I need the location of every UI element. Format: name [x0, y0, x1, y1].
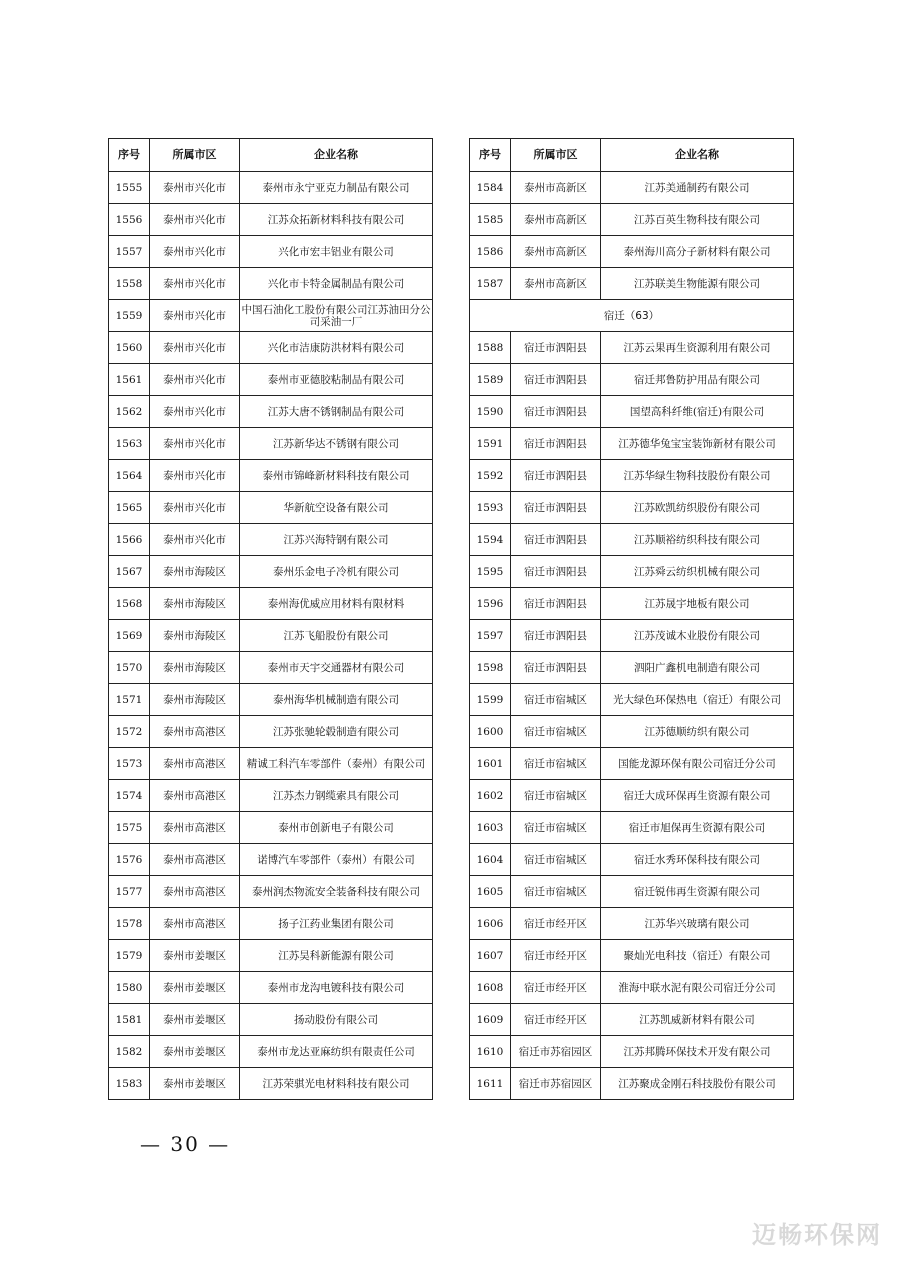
table-row	[470, 844, 794, 876]
cell-district: 泰州市兴化市	[150, 236, 240, 268]
table-row	[109, 1036, 433, 1068]
cell-company: 泰州市永宁亚克力制品有限公司	[240, 172, 433, 204]
table-row	[470, 684, 794, 716]
cell-seq: 1556	[109, 204, 150, 236]
cell-seq: 1575	[109, 812, 150, 844]
cell-seq: 1583	[109, 1068, 150, 1100]
cell-seq: 1604	[470, 844, 511, 876]
cell-seq: 1585	[470, 204, 511, 236]
cell-district: 泰州市高港区	[150, 780, 240, 812]
table-row	[109, 716, 433, 748]
cell-seq: 1587	[470, 268, 511, 300]
cell-district: 泰州市海陵区	[150, 684, 240, 716]
cell-company: 泰州海优威应用材料有限材料	[240, 588, 433, 620]
left-table-body	[109, 172, 433, 1100]
right-company-table	[469, 138, 794, 1100]
cell-district: 泰州市高港区	[150, 716, 240, 748]
cell-district: 泰州市兴化市	[150, 428, 240, 460]
table-row	[470, 524, 794, 556]
table-row	[109, 268, 433, 300]
cell-seq: 1584	[470, 172, 511, 204]
cell-district: 泰州市姜堰区	[150, 1004, 240, 1036]
cell-district: 宿迁市宿城区	[511, 748, 601, 780]
cell-seq: 1560	[109, 332, 150, 364]
table-row	[470, 236, 794, 268]
table-row	[470, 492, 794, 524]
cell-seq: 1589	[470, 364, 511, 396]
cell-seq: 1563	[109, 428, 150, 460]
cell-company: 聚灿光电科技（宿迁）有限公司	[601, 940, 794, 972]
table-row	[470, 940, 794, 972]
cell-seq: 1601	[470, 748, 511, 780]
cell-company: 泰州海川高分子新材料有限公司	[601, 236, 794, 268]
table-row	[470, 1068, 794, 1100]
table-row	[109, 492, 433, 524]
cell-company: 泰州市锦峰新材料科技有限公司	[240, 460, 433, 492]
cell-company: 江苏晟宇地板有限公司	[601, 588, 794, 620]
cell-district: 泰州市兴化市	[150, 172, 240, 204]
cell-company: 精诚工科汽车零部件（泰州）有限公司	[240, 748, 433, 780]
cell-seq: 1559	[109, 300, 150, 332]
table-row	[109, 620, 433, 652]
cell-company: 兴化市卡特金属制品有限公司	[240, 268, 433, 300]
cell-company: 江苏张驰轮毂制造有限公司	[240, 716, 433, 748]
table-row	[109, 524, 433, 556]
cell-district: 宿迁市泗阳县	[511, 524, 601, 556]
cell-company: 国能龙源环保有限公司宿迁分公司	[601, 748, 794, 780]
cell-company: 江苏大唐不锈钢制品有限公司	[240, 396, 433, 428]
cell-district: 泰州市高港区	[150, 876, 240, 908]
cell-company: 江苏凯威新材料有限公司	[601, 1004, 794, 1036]
cell-district: 宿迁市泗阳县	[511, 332, 601, 364]
table-row	[109, 1004, 433, 1036]
cell-seq: 1603	[470, 812, 511, 844]
cell-district: 宿迁市经开区	[511, 972, 601, 1004]
cell-company: 江苏茂诚木业股份有限公司	[601, 620, 794, 652]
cell-seq: 1593	[470, 492, 511, 524]
cell-district: 宿迁市宿城区	[511, 812, 601, 844]
table-row	[470, 428, 794, 460]
cell-district: 泰州市高新区	[511, 268, 601, 300]
cell-company: 国望高科纤维(宿迁)有限公司	[601, 396, 794, 428]
cell-seq: 1568	[109, 588, 150, 620]
cell-company: 扬子江药业集团有限公司	[240, 908, 433, 940]
table-row	[470, 588, 794, 620]
cell-seq: 1591	[470, 428, 511, 460]
cell-district: 泰州市兴化市	[150, 460, 240, 492]
cell-seq: 1579	[109, 940, 150, 972]
table-row	[470, 1004, 794, 1036]
table-row	[109, 396, 433, 428]
cell-company: 江苏华绿生物科技股份有限公司	[601, 460, 794, 492]
cell-company: 兴化市宏丰铝业有限公司	[240, 236, 433, 268]
table-row	[470, 908, 794, 940]
table-row	[470, 1036, 794, 1068]
right-table-body-bottom	[470, 332, 794, 1100]
cell-seq: 1609	[470, 1004, 511, 1036]
cell-company: 江苏众拓新材料科技有限公司	[240, 204, 433, 236]
watermark: 迈畅环保网	[752, 1221, 882, 1249]
cell-seq: 1588	[470, 332, 511, 364]
cell-district: 泰州市高港区	[150, 748, 240, 780]
cell-district: 泰州市姜堰区	[150, 972, 240, 1004]
cell-seq: 1576	[109, 844, 150, 876]
cell-company: 江苏荣骐光电材料科技有限公司	[240, 1068, 433, 1100]
cell-company: 江苏昊科新能源有限公司	[240, 940, 433, 972]
table-row	[109, 556, 433, 588]
section-title: 宿迁（63）	[470, 300, 794, 332]
cell-district: 泰州市海陵区	[150, 556, 240, 588]
table-row	[470, 812, 794, 844]
cell-district: 泰州市高港区	[150, 812, 240, 844]
table-row	[109, 748, 433, 780]
cell-company: 江苏顺裕纺织科技有限公司	[601, 524, 794, 556]
cell-seq: 1571	[109, 684, 150, 716]
cell-district: 宿迁市泗阳县	[511, 460, 601, 492]
table-row	[470, 364, 794, 396]
cell-district: 泰州市海陵区	[150, 620, 240, 652]
cell-company: 宿迁水秀环保科技有限公司	[601, 844, 794, 876]
cell-company: 江苏邦腾环保技术开发有限公司	[601, 1036, 794, 1068]
left-header-row	[109, 139, 433, 172]
cell-seq: 1595	[470, 556, 511, 588]
cell-district: 宿迁市泗阳县	[511, 428, 601, 460]
cell-company: 泰州润杰物流安全装备科技有限公司	[240, 876, 433, 908]
table-row	[109, 300, 433, 332]
cell-district: 泰州市姜堰区	[150, 1068, 240, 1100]
cell-seq: 1582	[109, 1036, 150, 1068]
table-row	[109, 364, 433, 396]
cell-seq: 1564	[109, 460, 150, 492]
table-row	[109, 908, 433, 940]
table-row	[470, 556, 794, 588]
cell-company: 扬动股份有限公司	[240, 1004, 433, 1036]
page-number: — 30 —	[140, 1132, 231, 1156]
cell-seq: 1611	[470, 1068, 511, 1100]
cell-company: 江苏杰力钢缆索具有限公司	[240, 780, 433, 812]
table-row	[470, 780, 794, 812]
cell-company: 华新航空设备有限公司	[240, 492, 433, 524]
cell-seq: 1597	[470, 620, 511, 652]
cell-company: 泰州市龙达亚麻纺织有限责任公司	[240, 1036, 433, 1068]
cell-district: 宿迁市宿城区	[511, 684, 601, 716]
cell-company: 泰州市天宇交通器材有限公司	[240, 652, 433, 684]
cell-district: 泰州市兴化市	[150, 268, 240, 300]
cell-district: 宿迁市泗阳县	[511, 492, 601, 524]
cell-seq: 1572	[109, 716, 150, 748]
cell-district: 泰州市兴化市	[150, 396, 240, 428]
cell-seq: 1567	[109, 556, 150, 588]
table-row	[470, 204, 794, 236]
header-company: 企业名称	[240, 139, 433, 172]
cell-company: 宿迁锐伟再生资源有限公司	[601, 876, 794, 908]
cell-district: 泰州市海陵区	[150, 652, 240, 684]
cell-seq: 1598	[470, 652, 511, 684]
cell-company: 泰州乐金电子冷机有限公司	[240, 556, 433, 588]
table-row	[109, 684, 433, 716]
cell-seq: 1605	[470, 876, 511, 908]
right-table-body-top	[470, 172, 794, 300]
cell-company: 江苏欧凯纺织股份有限公司	[601, 492, 794, 524]
cell-seq: 1602	[470, 780, 511, 812]
cell-district: 泰州市高新区	[511, 172, 601, 204]
cell-seq: 1607	[470, 940, 511, 972]
cell-company: 宿迁邦鲁防护用品有限公司	[601, 364, 794, 396]
cell-district: 泰州市兴化市	[150, 204, 240, 236]
table-row	[470, 972, 794, 1004]
cell-company: 泗阳广鑫机电制造有限公司	[601, 652, 794, 684]
cell-company: 宿迁大成环保再生资源有限公司	[601, 780, 794, 812]
section-row	[470, 300, 794, 332]
cell-district: 泰州市海陵区	[150, 588, 240, 620]
left-company-table	[108, 138, 433, 1100]
cell-district: 宿迁市经开区	[511, 940, 601, 972]
cell-seq: 1562	[109, 396, 150, 428]
table-row	[470, 172, 794, 204]
cell-company: 江苏聚成金刚石科技股份有限公司	[601, 1068, 794, 1100]
cell-seq: 1592	[470, 460, 511, 492]
cell-seq: 1596	[470, 588, 511, 620]
cell-seq: 1610	[470, 1036, 511, 1068]
cell-seq: 1600	[470, 716, 511, 748]
cell-seq: 1606	[470, 908, 511, 940]
cell-company: 江苏德华兔宝宝装饰新材有限公司	[601, 428, 794, 460]
cell-district: 泰州市兴化市	[150, 364, 240, 396]
table-row	[109, 652, 433, 684]
cell-company: 江苏美通制药有限公司	[601, 172, 794, 204]
cell-company: 江苏舜云纺织机械有限公司	[601, 556, 794, 588]
cell-district: 泰州市高港区	[150, 844, 240, 876]
table-row	[109, 780, 433, 812]
cell-district: 泰州市兴化市	[150, 524, 240, 556]
cell-district: 泰州市高港区	[150, 908, 240, 940]
cell-seq: 1586	[470, 236, 511, 268]
table-row	[109, 844, 433, 876]
cell-seq: 1565	[109, 492, 150, 524]
cell-seq: 1557	[109, 236, 150, 268]
cell-district: 宿迁市经开区	[511, 908, 601, 940]
table-row	[109, 172, 433, 204]
cell-district: 泰州市兴化市	[150, 332, 240, 364]
table-row	[109, 460, 433, 492]
table-row	[109, 940, 433, 972]
cell-seq: 1590	[470, 396, 511, 428]
table-row	[470, 268, 794, 300]
table-row	[470, 652, 794, 684]
cell-company: 江苏兴海特钢有限公司	[240, 524, 433, 556]
table-row	[109, 332, 433, 364]
cell-company: 泰州市创新电子有限公司	[240, 812, 433, 844]
cell-seq: 1577	[109, 876, 150, 908]
cell-seq: 1558	[109, 268, 150, 300]
cell-company: 诺博汽车零部件（泰州）有限公司	[240, 844, 433, 876]
cell-district: 宿迁市泗阳县	[511, 556, 601, 588]
cell-company: 光大绿色环保热电（宿迁）有限公司	[601, 684, 794, 716]
cell-district: 泰州市兴化市	[150, 492, 240, 524]
cell-company: 江苏德顺纺织有限公司	[601, 716, 794, 748]
cell-district: 泰州市高新区	[511, 236, 601, 268]
cell-seq: 1608	[470, 972, 511, 1004]
header-company: 企业名称	[601, 139, 794, 172]
cell-seq: 1574	[109, 780, 150, 812]
table-row	[470, 460, 794, 492]
cell-company: 江苏联美生物能源有限公司	[601, 268, 794, 300]
cell-company: 宿迁市旭保再生资源有限公司	[601, 812, 794, 844]
header-district: 所属市区	[511, 139, 601, 172]
cell-district: 宿迁市宿城区	[511, 716, 601, 748]
cell-district: 宿迁市宿城区	[511, 876, 601, 908]
cell-seq: 1566	[109, 524, 150, 556]
cell-seq: 1580	[109, 972, 150, 1004]
table-row	[109, 1068, 433, 1100]
cell-district: 宿迁市宿城区	[511, 844, 601, 876]
cell-seq: 1569	[109, 620, 150, 652]
cell-seq: 1555	[109, 172, 150, 204]
cell-company: 淮海中联水泥有限公司宿迁分公司	[601, 972, 794, 1004]
header-seq: 序号	[470, 139, 511, 172]
table-row	[109, 876, 433, 908]
cell-seq: 1581	[109, 1004, 150, 1036]
cell-company: 江苏百英生物科技有限公司	[601, 204, 794, 236]
header-district: 所属市区	[150, 139, 240, 172]
cell-district: 宿迁市苏宿园区	[511, 1036, 601, 1068]
cell-district: 宿迁市泗阳县	[511, 652, 601, 684]
cell-district: 宿迁市泗阳县	[511, 620, 601, 652]
cell-district: 泰州市姜堰区	[150, 940, 240, 972]
cell-district: 宿迁市泗阳县	[511, 396, 601, 428]
header-seq: 序号	[109, 139, 150, 172]
cell-district: 泰州市兴化市	[150, 300, 240, 332]
cell-seq: 1594	[470, 524, 511, 556]
table-row	[470, 748, 794, 780]
table-row	[470, 876, 794, 908]
cell-company: 泰州市龙沟电镀科技有限公司	[240, 972, 433, 1004]
cell-seq: 1561	[109, 364, 150, 396]
cell-company: 江苏新华达不锈钢有限公司	[240, 428, 433, 460]
cell-district: 泰州市姜堰区	[150, 1036, 240, 1068]
table-row	[470, 716, 794, 748]
cell-company: 中国石油化工股份有限公司江苏油田分公司采油一厂	[240, 300, 433, 332]
cell-seq: 1578	[109, 908, 150, 940]
cell-seq: 1599	[470, 684, 511, 716]
table-row	[470, 620, 794, 652]
cell-company: 江苏云果再生资源利用有限公司	[601, 332, 794, 364]
cell-company: 江苏华兴玻璃有限公司	[601, 908, 794, 940]
right-header-row	[470, 139, 794, 172]
table-row	[109, 204, 433, 236]
table-row	[109, 812, 433, 844]
cell-district: 宿迁市宿城区	[511, 780, 601, 812]
cell-district: 宿迁市苏宿园区	[511, 1068, 601, 1100]
table-row	[470, 332, 794, 364]
cell-seq: 1573	[109, 748, 150, 780]
table-row	[109, 428, 433, 460]
cell-district: 宿迁市经开区	[511, 1004, 601, 1036]
table-row	[109, 588, 433, 620]
table-row	[470, 396, 794, 428]
cell-company: 泰州市亚德胶粘制品有限公司	[240, 364, 433, 396]
table-row	[109, 972, 433, 1004]
cell-district: 泰州市高新区	[511, 204, 601, 236]
cell-company: 兴化市洁康防洪材料有限公司	[240, 332, 433, 364]
table-row	[109, 236, 433, 268]
cell-company: 泰州海华机械制造有限公司	[240, 684, 433, 716]
cell-district: 宿迁市泗阳县	[511, 364, 601, 396]
cell-seq: 1570	[109, 652, 150, 684]
cell-district: 宿迁市泗阳县	[511, 588, 601, 620]
cell-company: 江苏飞船股份有限公司	[240, 620, 433, 652]
